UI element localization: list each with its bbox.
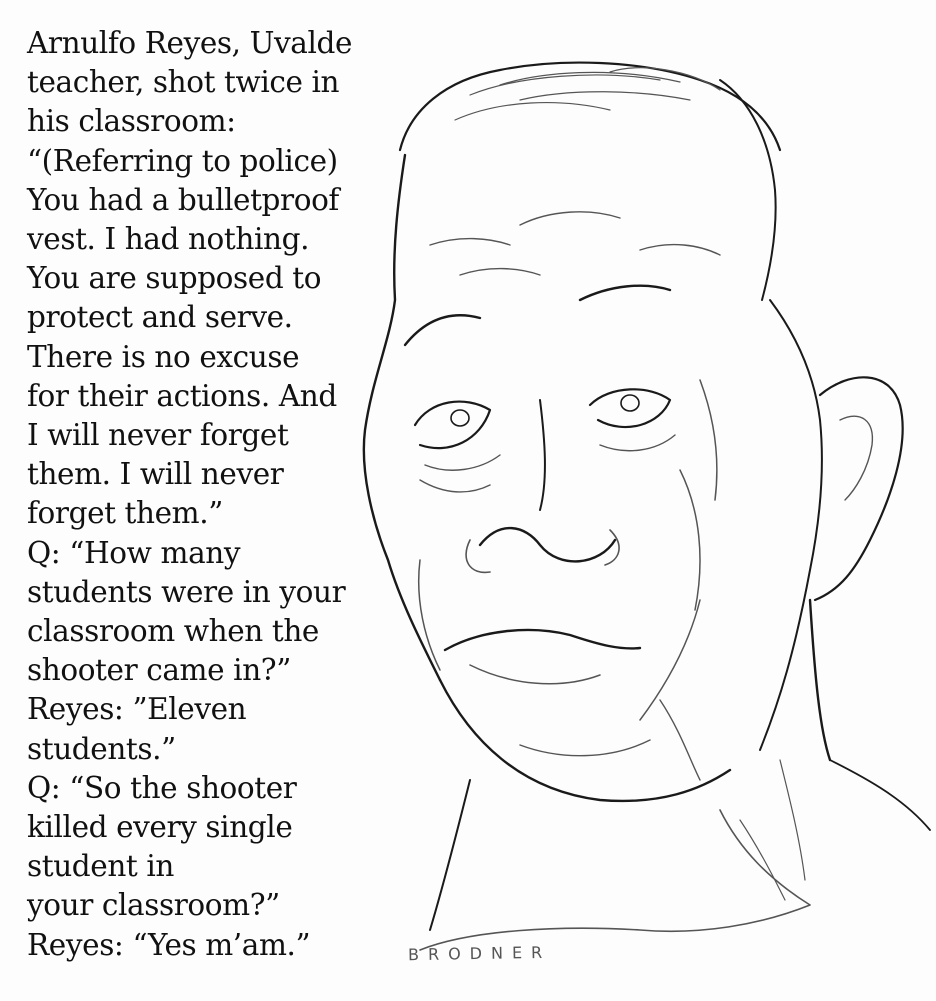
shirt-collar: [420, 810, 810, 950]
brow-left: [405, 315, 480, 345]
quote-line: You had a bulletproof: [27, 182, 339, 217]
quote-line: forget them.”: [27, 496, 223, 531]
cheek-right-outline: [760, 300, 822, 750]
pupil-left: [451, 410, 469, 426]
quote-line: killed every single: [27, 810, 293, 845]
ear-outline: [815, 377, 903, 600]
head-left-outline: [364, 155, 440, 680]
neck-shading: [740, 760, 805, 900]
neck-left: [430, 780, 470, 930]
nose-base: [480, 528, 615, 561]
ear-inner: [840, 416, 872, 500]
quote-line: Q: “How many: [27, 535, 241, 570]
quote-line: classroom when the: [27, 614, 319, 649]
quote-line: Reyes: ”Eleven: [27, 692, 247, 727]
jaw-outline: [440, 680, 730, 801]
pupil-right: [621, 395, 639, 411]
forehead-lines: [430, 212, 720, 275]
quote-line: There is no excuse: [27, 339, 300, 374]
eye-left: [415, 402, 490, 449]
quote-line: for their actions. And: [27, 378, 337, 413]
chin-lines: [520, 700, 700, 780]
quote-line: students were in your: [27, 574, 346, 609]
quote-line: I will never forget: [27, 418, 289, 453]
mouth: [445, 630, 640, 650]
brow-right: [580, 286, 670, 300]
quote-line: “(Referring to police): [27, 143, 338, 178]
quote-line: You are supposed to: [27, 261, 322, 296]
lower-lip: [470, 665, 600, 684]
neck-right: [810, 600, 830, 760]
quote-line: students.”: [27, 731, 176, 766]
quote-line: his classroom:: [27, 104, 236, 139]
quote-line: them. I will never: [27, 457, 284, 492]
quote-line: teacher, shot twice in: [27, 65, 340, 100]
quote-line: vest. I had nothing.: [27, 222, 310, 257]
hair-edge-right: [720, 80, 776, 300]
nose-bridge: [540, 400, 545, 510]
hair-strands: [455, 68, 720, 120]
quote-text: [27, 24, 372, 965]
quote-line: student in: [27, 849, 175, 884]
quote-line: your classroom?”: [27, 888, 280, 923]
quote-line: Arnulfo Reyes, Uvalde: [27, 26, 353, 60]
cheek-lines: [419, 380, 717, 720]
quote-line: protect and serve.: [27, 300, 293, 335]
quote-line: Q: “So the shooter: [27, 770, 297, 805]
artist-signature: BRODNER: [407, 942, 552, 965]
portrait-sketch: [330, 40, 936, 1001]
quote-line: shooter came in?”: [27, 653, 291, 688]
shoulder-right: [830, 760, 930, 830]
quote-line: Reyes: “Yes m’am.”: [27, 927, 311, 962]
